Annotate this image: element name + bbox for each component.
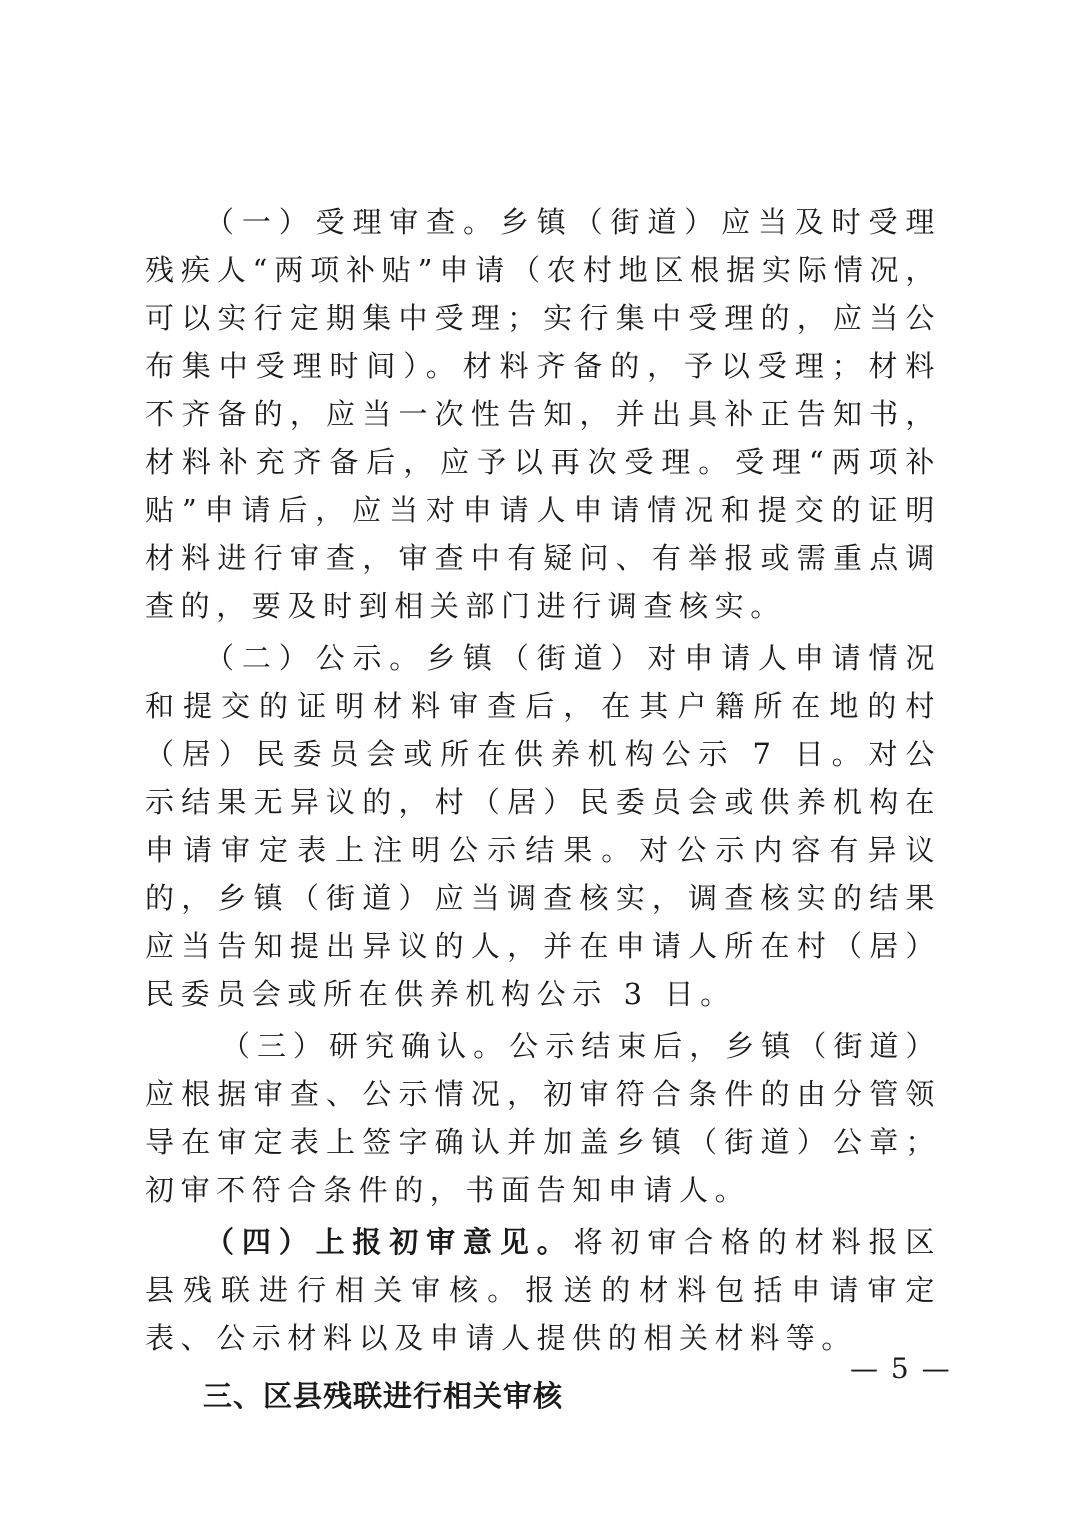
- paragraph-acceptance-review: [145, 198, 941, 630]
- paragraph-publicity: [145, 634, 941, 1018]
- paragraph-lead: （一）受理审查。: [205, 205, 500, 239]
- page-number: — 5 —: [850, 1352, 952, 1385]
- paragraph-lead: （四）上报初审意见。: [205, 1225, 574, 1259]
- paragraph-report-opinion: [145, 1218, 941, 1362]
- paragraph-text: 乡镇（街道）对申请人申请情况和提交的证明材料审查后，在其户籍所在地的村（居）民委员会或所在供养机构公示 7 日。对公示结果无异议的，村（居）民委员会或供养机构在申请审定表上注明公示结果。对公示内容有异议的，乡镇（街道）应当调查核实，调查核实的结果应当告知提出异议的人，并在申请人所在村（居）民委员会或所在供养机构公示 3 日。: [145, 641, 941, 1011]
- paragraph-lead: （三）研究确认。: [221, 1029, 510, 1063]
- paragraph-text: 公示结束后，乡镇（街道）应根据审查、公示情况，初审符合条件的由分管领导在审定表上签字确认并加盖乡镇（街道）公章；初审不符合条件的，书面告知申请人。: [145, 1029, 941, 1207]
- paragraph-confirmation: [145, 1022, 941, 1214]
- paragraph-lead: （二）公示。: [205, 641, 427, 675]
- document-body: [145, 198, 941, 1420]
- paragraph-text: 将初审合格的材料报区县残联进行相关审核。报送的材料包括申请审定表、公示材料以及申请人提供的相关材料等。: [145, 1225, 941, 1355]
- section-heading: 三、区县残联进行相关审核: [203, 1379, 564, 1413]
- paragraph-text: 乡镇（街道）应当及时受理残疾人“两项补贴”申请（农村地区根据实际情况，可以实行定期集中受理；实行集中受理的，应当公布集中受理时间）。材料齐备的，予以受理；材料不齐备的，应当一次性告知，并出具补正告知书，材料补充齐备后，应予以再次受理。受理“两项补贴”申请后，应当对申请人申请情况和提交的证明材料进行审查，审查中有疑问、有举报或需重点调查的，要及时到相关部门进行调查核实。: [145, 205, 941, 623]
